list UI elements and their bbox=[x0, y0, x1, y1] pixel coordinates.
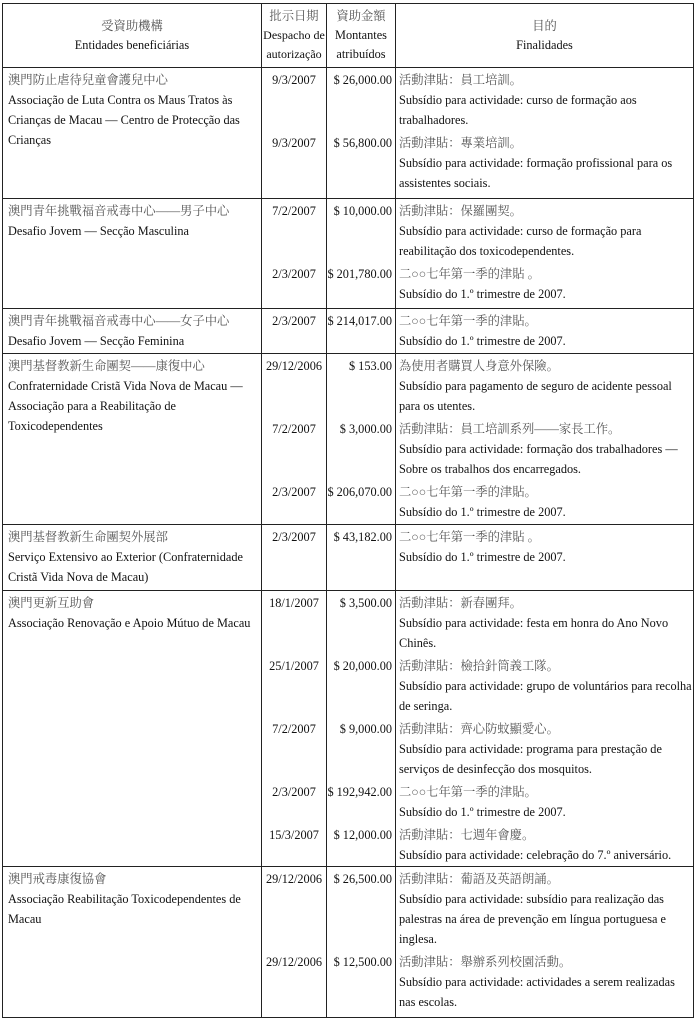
header-zh: 批示日期 bbox=[269, 9, 319, 23]
purpose-zh: 活動津貼：保羅團契。 bbox=[399, 204, 522, 218]
purpose-cell bbox=[396, 199, 693, 262]
entries bbox=[262, 354, 693, 524]
subsidy-entry bbox=[262, 262, 693, 308]
org-name-zh: 澳門青年挑戰福音戒毒中心——女子中心 bbox=[8, 314, 230, 328]
entries bbox=[262, 591, 693, 866]
purpose-pt: Subsídio do 1.º trimestre de 2007. bbox=[399, 805, 566, 819]
purpose-zh: 活動津貼：專業培訓。 bbox=[399, 136, 522, 150]
organization-cell bbox=[3, 68, 262, 198]
subsidy-entry bbox=[262, 354, 693, 417]
purpose-pt: Subsídio para actividade: subsídio para realização das palestras na área de prevenção em língua portuguesa e inglesa. bbox=[399, 892, 666, 946]
header-amount bbox=[327, 4, 396, 67]
purpose-zh: 活動津貼：檢拾針筒義工隊。 bbox=[399, 659, 559, 673]
date-cell: 29/12/2006 bbox=[262, 354, 327, 417]
org-name-zh: 澳門青年挑戰福音戒毒中心——男子中心 bbox=[8, 204, 230, 218]
subsidy-entry bbox=[262, 717, 693, 780]
date-cell: 2/3/2007 bbox=[262, 309, 327, 353]
purpose-pt: Subsídio para actividade: formação dos trabalhadores — Sobre os trabalhos dos encarregados. bbox=[399, 442, 678, 476]
subsidy-entry bbox=[262, 591, 693, 654]
purpose-zh: 二○○七年第一季的津貼 。 bbox=[399, 530, 540, 544]
purpose-zh: 活動津貼：員工培訓系列——家長工作。 bbox=[399, 422, 621, 436]
amount-cell: $ 3,500.00 bbox=[327, 591, 396, 654]
org-name-zh: 澳門防止虐待兒童會護兒中心 bbox=[8, 73, 168, 87]
header-pt: Finalidades bbox=[516, 37, 573, 52]
subsidy-entry bbox=[262, 417, 693, 480]
amount-cell: $ 153.00 bbox=[327, 354, 396, 417]
table-row bbox=[3, 590, 693, 866]
amount-cell: $ 26,000.00 bbox=[327, 68, 396, 131]
entries bbox=[262, 867, 693, 1017]
date-cell: 18/1/2007 bbox=[262, 591, 327, 654]
amount-cell: $ 12,000.00 bbox=[327, 823, 396, 866]
subsidy-entry bbox=[262, 823, 693, 866]
purpose-zh: 二○○七年第一季的津貼。 bbox=[399, 785, 537, 799]
subsidy-entry bbox=[262, 950, 693, 1017]
purpose-pt: Subsídio do 1.º trimestre de 2007. bbox=[399, 550, 566, 564]
entries bbox=[262, 309, 693, 353]
purpose-zh: 活動津貼：員工培訓。 bbox=[399, 73, 522, 87]
header-pt: Entidades beneficiárias bbox=[74, 37, 190, 52]
subsidy-entry bbox=[262, 525, 693, 590]
purpose-cell bbox=[396, 525, 693, 590]
header-date bbox=[262, 4, 327, 67]
table-row bbox=[3, 353, 693, 524]
subsidy-entry bbox=[262, 131, 693, 198]
purpose-cell bbox=[396, 780, 693, 823]
header-pt: Montantes atribuídos bbox=[335, 28, 387, 61]
purpose-cell bbox=[396, 480, 693, 524]
purpose-cell bbox=[396, 354, 693, 417]
purpose-pt: Subsídio para actividade: festa em honra do Ano Novo Chinês. bbox=[399, 616, 669, 650]
purpose-cell bbox=[396, 823, 693, 866]
entries bbox=[262, 199, 693, 308]
org-name-zh: 澳門戒毒康復協會 bbox=[8, 872, 107, 886]
amount-cell: $ 206,070.00 bbox=[327, 480, 396, 524]
purpose-zh: 活動津貼：齊心防蚊顯愛心。 bbox=[399, 722, 559, 736]
header-entities bbox=[3, 4, 262, 67]
date-cell: 25/1/2007 bbox=[262, 654, 327, 717]
purpose-cell bbox=[396, 717, 693, 780]
purpose-pt: Subsídio para actividade: formação profissional para os assistentes sociais. bbox=[399, 156, 673, 190]
org-name-pt: Associação de Luta Contra os Maus Tratos às Crianças de Macau — Centro de Protecção das Crianças bbox=[8, 93, 240, 147]
organization-cell bbox=[3, 199, 262, 308]
organization-cell bbox=[3, 354, 262, 524]
date-cell: 15/3/2007 bbox=[262, 823, 327, 866]
purpose-cell bbox=[396, 417, 693, 480]
purpose-zh: 活動津貼：舉辦系列校園活動。 bbox=[399, 955, 572, 969]
purpose-zh: 活動津貼：新春團拜。 bbox=[399, 596, 522, 610]
purpose-pt: Subsídio para actividade: actividades a serem realizadas nas escolas. bbox=[399, 975, 675, 1009]
amount-cell: $ 10,000.00 bbox=[327, 199, 396, 262]
org-name-pt: Associação Reabilitação Toxicodependentes de Macau bbox=[8, 892, 241, 926]
subsidy-entry bbox=[262, 654, 693, 717]
purpose-zh: 活動津貼：葡語及英語朗誦。 bbox=[399, 872, 559, 886]
purpose-zh: 二○○七年第一季的津貼 。 bbox=[399, 267, 540, 281]
date-cell: 2/3/2007 bbox=[262, 525, 327, 590]
date-cell: 9/3/2007 bbox=[262, 131, 327, 198]
purpose-zh: 活動津貼：七週年會慶。 bbox=[399, 828, 535, 842]
subsidy-entry bbox=[262, 199, 693, 262]
org-name-pt: Serviço Extensivo ao Exterior (Confraternidade Cristã Vida Nova de Macau) bbox=[8, 550, 243, 584]
org-name-zh: 澳門基督教新生命團契外展部 bbox=[8, 530, 168, 544]
purpose-cell bbox=[396, 68, 693, 131]
purpose-pt: Subsídio para pagamento de seguro de acidente pessoal para os utentes. bbox=[399, 379, 672, 413]
table-body bbox=[3, 67, 693, 1017]
amount-cell: $ 9,000.00 bbox=[327, 717, 396, 780]
org-name-zh: 澳門基督教新生命團契——康復中心 bbox=[8, 359, 205, 373]
date-cell: 29/12/2006 bbox=[262, 950, 327, 1017]
purpose-pt: Subsídio para actividade: curso de formação para reabilitação dos toxicodependentes. bbox=[399, 224, 642, 258]
purpose-pt: Subsídio do 1.º trimestre de 2007. bbox=[399, 334, 566, 348]
purpose-cell bbox=[396, 950, 693, 1017]
organization-cell bbox=[3, 525, 262, 590]
subsidy-entry bbox=[262, 867, 693, 950]
org-name-zh: 澳門更新互助會 bbox=[8, 596, 95, 610]
subsidy-entry bbox=[262, 480, 693, 524]
purpose-zh: 二○○七年第一季的津貼。 bbox=[399, 314, 537, 328]
org-name-pt: Desafio Jovem — Secção Masculina bbox=[8, 224, 189, 238]
org-name-pt: Associação Renovação e Apoio Mútuo de Macau bbox=[8, 616, 251, 630]
table-row bbox=[3, 524, 693, 590]
header-zh: 資助金額 bbox=[336, 9, 386, 23]
purpose-pt: Subsídio para actividade: grupo de voluntários para recolha de seringa. bbox=[399, 679, 692, 713]
purpose-cell bbox=[396, 591, 693, 654]
date-cell: 2/3/2007 bbox=[262, 480, 327, 524]
amount-cell: $ 201,780.00 bbox=[327, 262, 396, 308]
date-cell: 29/12/2006 bbox=[262, 867, 327, 950]
table-row bbox=[3, 308, 693, 353]
table-row bbox=[3, 198, 693, 308]
purpose-zh: 為使用者購買人身意外保險。 bbox=[399, 359, 559, 373]
table-row bbox=[3, 866, 693, 1017]
purpose-pt: Subsídio para actividade: curso de formação aos trabalhadores. bbox=[399, 93, 637, 127]
subsidy-entry bbox=[262, 309, 693, 353]
amount-cell: $ 43,182.00 bbox=[327, 525, 396, 590]
organization-cell bbox=[3, 309, 262, 353]
purpose-cell bbox=[396, 654, 693, 717]
date-cell: 2/3/2007 bbox=[262, 780, 327, 823]
amount-cell: $ 214,017.00 bbox=[327, 309, 396, 353]
entries bbox=[262, 525, 693, 590]
purpose-cell bbox=[396, 131, 693, 198]
subsidy-entry bbox=[262, 68, 693, 131]
header-purpose bbox=[396, 4, 693, 67]
purpose-cell bbox=[396, 309, 693, 353]
purpose-pt: Subsídio para actividade: programa para prestação de serviços de desinfecção dos mosquitos. bbox=[399, 742, 662, 776]
amount-cell: $ 26,500.00 bbox=[327, 867, 396, 950]
amount-cell: $ 12,500.00 bbox=[327, 950, 396, 1017]
purpose-cell bbox=[396, 867, 693, 950]
purpose-cell bbox=[396, 262, 693, 308]
table-row bbox=[3, 67, 693, 198]
subsidies-table bbox=[2, 3, 694, 1018]
table-header bbox=[3, 4, 693, 67]
purpose-pt: Subsídio do 1.º trimestre de 2007. bbox=[399, 505, 566, 519]
organization-cell bbox=[3, 867, 262, 1017]
date-cell: 7/2/2007 bbox=[262, 199, 327, 262]
org-name-pt: Desafio Jovem — Secção Feminina bbox=[8, 334, 185, 348]
purpose-pt: Subsídio para actividade: celebração do 7.º aniversário. bbox=[399, 848, 672, 862]
date-cell: 7/2/2007 bbox=[262, 417, 327, 480]
date-cell: 2/3/2007 bbox=[262, 262, 327, 308]
entries bbox=[262, 68, 693, 198]
date-cell: 7/2/2007 bbox=[262, 717, 327, 780]
org-name-pt: Confraternidade Cristã Vida Nova de Macau — Associação para a Reabilitação de Toxicodependentes bbox=[8, 379, 243, 433]
amount-cell: $ 192,942.00 bbox=[327, 780, 396, 823]
subsidy-entry bbox=[262, 780, 693, 823]
header-zh: 目的 bbox=[532, 18, 557, 33]
header-zh: 受資助機構 bbox=[101, 18, 163, 33]
amount-cell: $ 56,800.00 bbox=[327, 131, 396, 198]
amount-cell: $ 3,000.00 bbox=[327, 417, 396, 480]
date-cell: 9/3/2007 bbox=[262, 68, 327, 131]
purpose-pt: Subsídio do 1.º trimestre de 2007. bbox=[399, 287, 566, 301]
purpose-zh: 二○○七年第一季的津貼。 bbox=[399, 485, 537, 499]
header-pt: Despacho de autorização bbox=[263, 28, 325, 61]
organization-cell bbox=[3, 591, 262, 866]
amount-cell: $ 20,000.00 bbox=[327, 654, 396, 717]
